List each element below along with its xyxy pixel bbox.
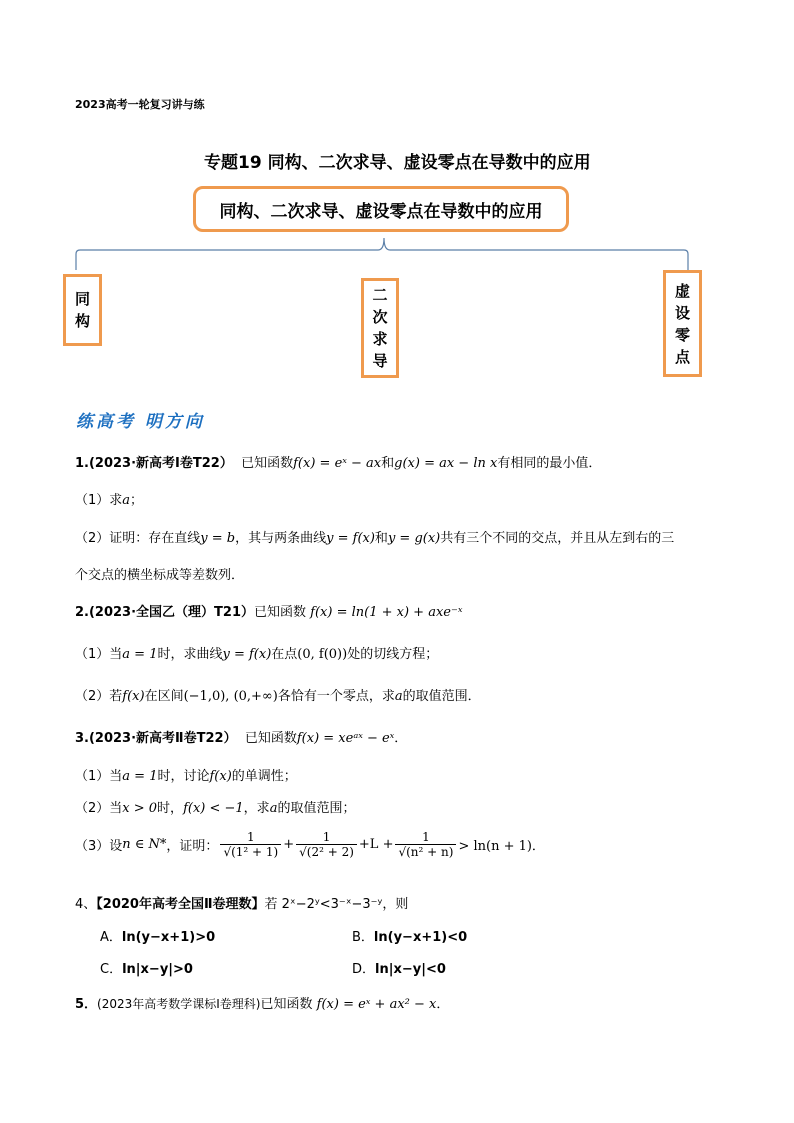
q4-option-d <box>352 958 446 977</box>
formula: f(x) = ln(1 + x) + axe⁻ˣ <box>310 605 463 620</box>
text: 的取值范围； <box>277 801 356 816</box>
text: 时，求曲线 <box>157 647 223 662</box>
formula: (−1,0), (0,+∞) <box>183 689 278 704</box>
q1-part1 <box>75 489 143 508</box>
option-text: ln(y−x+1)<0 <box>373 930 468 945</box>
formula: y = f(x) <box>222 647 272 662</box>
text: 已知函数 <box>241 456 294 471</box>
option-key: C． <box>100 962 123 977</box>
q2-number: 2. <box>75 605 89 620</box>
formula: y = g(x) <box>387 531 441 546</box>
fraction <box>296 830 357 859</box>
q4-option-c <box>100 958 193 977</box>
q2-source: (2023·全国乙（理）T21） <box>88 605 255 620</box>
text: ，求 <box>243 801 270 816</box>
branch-char: 次 <box>372 308 388 326</box>
numerator: 1 <box>296 830 357 845</box>
topic-title: 专题19 同构、二次求导、虚设零点在导数中的应用 <box>204 153 591 173</box>
text: （2）若 <box>75 689 123 704</box>
text: 在区间 <box>144 689 184 704</box>
option-key: D． <box>352 962 376 977</box>
mindmap-center-label: 同构、二次求导、虚设零点在导数中的应用 <box>219 201 543 222</box>
option-text: ln(y−x+1)>0 <box>121 930 216 945</box>
q2-stem <box>75 601 462 620</box>
text: （1）当 <box>75 769 123 784</box>
branch-char: 零 <box>674 325 690 344</box>
formula: a <box>394 689 403 704</box>
section-heading: 练高考 明方向 <box>76 412 205 432</box>
formula: f(x) = eˣ + ax² − x <box>316 997 437 1012</box>
q2-part2 <box>75 685 481 704</box>
q3-source: (2023·新高考Ⅱ卷T22） <box>88 731 237 746</box>
formula: f(x) = eˣ − ax <box>293 456 382 471</box>
text: 的取值范围． <box>402 689 481 704</box>
text: 已知函数 <box>254 605 307 620</box>
text: ． <box>436 997 450 1012</box>
option-key: A． <box>100 930 122 945</box>
q5-number: 5． <box>75 997 98 1012</box>
option-key: B． <box>352 930 374 945</box>
mindmap-bracket <box>0 0 794 280</box>
text: 和 <box>374 531 388 546</box>
q3-part2 <box>75 797 355 816</box>
formula: > ln(n + 1)． <box>458 839 545 854</box>
branch-char: 设 <box>674 303 690 322</box>
branch-char: 点 <box>674 347 690 366</box>
branch-char: 构 <box>74 312 90 330</box>
text: （2）当 <box>75 801 123 816</box>
bracket-line <box>76 238 688 270</box>
branch-char: 二 <box>372 286 388 304</box>
formula: a <box>269 801 278 816</box>
branch-char: 导 <box>372 352 388 370</box>
q3-part1 <box>75 765 297 784</box>
q3-number: 3. <box>75 731 89 746</box>
formula: y = b <box>200 531 236 546</box>
formula: f(x) < −1 <box>183 801 244 816</box>
option-text: ln|x−y|<0 <box>375 962 446 977</box>
formula: f(x) = xeᵃˣ − eˣ <box>296 731 395 746</box>
q2-part1 <box>75 643 438 662</box>
numerator: 1 <box>395 830 456 845</box>
formula: a <box>122 493 131 508</box>
text: 时，讨论 <box>157 769 210 784</box>
formula: a = 1 <box>122 647 158 662</box>
fraction <box>395 830 456 859</box>
branch-char: 求 <box>372 330 388 348</box>
text: ，证明： <box>166 839 219 854</box>
text: ，其与两条曲线 <box>235 531 327 546</box>
denominator: √(n² + n) <box>398 845 454 859</box>
text: 共有三个不同的交点，并且从左到右的三 <box>440 531 675 546</box>
fraction <box>220 830 281 859</box>
q5-stem <box>75 993 449 1012</box>
formula: f(x) <box>209 769 232 784</box>
formula: + <box>283 837 295 852</box>
q1-number: 1. <box>75 456 89 471</box>
formula: y = f(x) <box>326 531 375 546</box>
mindmap-branch-xushelingdian <box>663 270 702 377</box>
option-text: ln|x−y|>0 <box>122 962 193 977</box>
formula: (0, f(0)) <box>297 647 348 662</box>
formula: a = 1 <box>122 769 158 784</box>
text: （1）当 <box>75 647 123 662</box>
formula: +L + <box>358 837 394 852</box>
formula: f(x) <box>122 689 145 704</box>
q3-part3 <box>75 830 545 859</box>
denominator: √(1² + 1) <box>223 845 279 859</box>
q4-number: 4、 <box>75 897 97 912</box>
formula: n ∈ N* <box>122 837 167 852</box>
text: ； <box>130 493 144 508</box>
text: （2）证明：存在直线 <box>75 531 201 546</box>
text: 已知函数 <box>244 731 297 746</box>
text: 有相同的最小值． <box>497 456 602 471</box>
text: 时， <box>157 801 184 816</box>
text: 各恰有一个零点，求 <box>277 689 395 704</box>
document-header: 2023高考一轮复习讲与练 <box>75 98 205 111</box>
q4-source: 【2020年高考全国Ⅱ卷理数】 <box>96 897 265 912</box>
formula: x > 0 <box>122 801 158 816</box>
text: 已知函数 <box>260 997 313 1012</box>
text: （1）求 <box>75 493 123 508</box>
text: 的单调性； <box>231 769 297 784</box>
mindmap-branch-tonggou <box>63 274 102 346</box>
q4-option-b <box>352 926 467 945</box>
q3-stem <box>75 727 407 746</box>
text: 处的切线方程； <box>347 647 439 662</box>
text: 和 <box>381 456 395 471</box>
branch-char: 同 <box>74 290 90 308</box>
mindmap-branch-ercixiudao <box>361 278 399 378</box>
text: 在点 <box>271 647 298 662</box>
q4-stem <box>75 893 408 912</box>
q1-source: (2023·新高考Ⅰ卷T22） <box>88 456 233 471</box>
q4-option-a <box>100 926 215 945</box>
q5-source: (2023年高考数学课标Ⅰ卷理科) <box>97 997 261 1011</box>
denominator: √(2² + 2) <box>299 845 354 859</box>
text: ． <box>394 731 408 746</box>
branch-char: 虚 <box>674 281 690 300</box>
q1-part2-line1 <box>75 527 674 546</box>
formula: g(x) = ax − ln x <box>394 456 498 471</box>
text: 若 2ˣ−2ʸ<3⁻ˣ−3⁻ʸ，则 <box>264 897 409 912</box>
text: （3）设 <box>75 839 123 854</box>
numerator: 1 <box>220 830 281 845</box>
q1-part2-line2: 个交点的横坐标成等差数列． <box>75 568 245 583</box>
q1-stem <box>75 452 601 471</box>
